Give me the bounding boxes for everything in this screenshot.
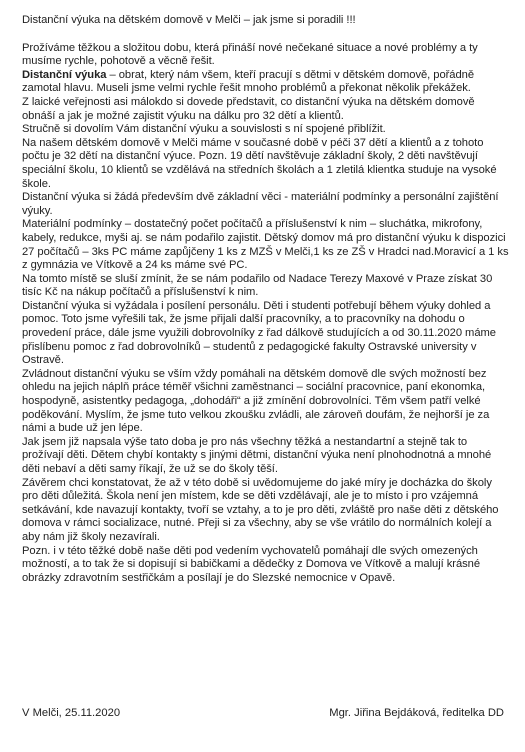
- place-date: V Melči, 25.11.2020: [22, 707, 121, 719]
- paragraph-foundation: Na tomto místě se sluší zmínit, že se nám podařilo od Nadace Terezy Maxové v Praze získat 30 tisíc Kč na nákup počítačů a příslušenství k nim.: [22, 272, 493, 299]
- paragraph-public: Z laické veřejnosti asi málokdo si dovede představit, co distanční výuka na dětském domově obnáší a jak je možné zajistit výuku na dálku pro 32 dětí a klientů.: [22, 95, 475, 122]
- document-title: Distanční výuka na dětském domově v Melči – jak jsme si poradili !!!: [22, 14, 356, 26]
- document-footer: [22, 707, 504, 719]
- signature: Mgr. Jiřina Bejdáková, ředitelka DD: [329, 707, 504, 719]
- paragraph-note: Pozn. i v této těžké době naše děti pod vedením vychovatelů pomáhají dle svých omezených možností, a to tak že si dopisují si babičkami a dědečky z Domova ve Vítkově a malují krásné obrázky zdravotním sestřičkám a posílají je do Slezské nemocnice v Opavě.: [22, 544, 481, 584]
- paragraph-lead-rest: – obrat, který nám všem, kteří pracují s dětmi v dětském domově, pořádně zamotal hlavu. Museli jsme velmi rychle řešit mnoho problémů a překonat několik překážek.: [22, 68, 474, 95]
- paragraph-difficult-time: Jak jsem již napsala výše tato doba je pro nás všechny těžká a nestandartní a stejně tak to prožívají děti. Dětem chybí kontakty s jinými dětmi, distanční výuka není plnohodnotná a mnohé děti nebaví a děti samy říkají, že už se do školy těší.: [22, 435, 492, 475]
- paragraph-material: Materiální podmínky – dostatečný počet počítačů a příslušenství k nim – sluchátka, mikrofony, kabely, redukce, myši aj. se nám podařilo zajistit. Dětský domov má pro distanční výuku k dispozici 27 počítačů – 3ks PC máme zapůjčeny 1 ks z MZŠ v Melči,1 ks ze ZŠ v Hradci nad.Moravicí a 1 ks z gymnázia ve Vítkově a 24 ks máme své PC.: [22, 218, 509, 272]
- paragraph-lead-bold: Distanční výuka: [22, 68, 107, 81]
- paragraph-brief: Stručně si dovolím Vám distanční výuku a souvislosti s ní spojené přiblížit.: [22, 123, 386, 136]
- document-body: [22, 14, 510, 585]
- paragraph-conclusion: Závěrem chci konstatovat, že až v této době si uvědomujeme do jaké míry je docházka do školy pro děti důležitá. Škola není jen místem, kde se děti vzdělávají, ale je to místo i pro vzájemná setkávání, kde navazují kontakty, tvoří se vztahy, a to je pro děti, zvláště pro naše děti z dětského domova v rámci socializace, nutné. Přeji si za všechny, aby se vše vrátilo do normálních kolejí a aby nám již školy nezavírali.: [22, 476, 499, 543]
- paragraph-intro: Prožíváme těžkou a složitou dobu, která přináší nové nečekané situace a nové problémy a ty musíme rychle, pohotově a věcně řešit.: [22, 41, 478, 68]
- paragraph-children-count: Na našem dětském domově v Melči máme v současné době v péči 37 dětí a klientů a z tohoto počtu je 32 dětí na distanční výuce. Pozn. 19 dětí navštěvuje základní školy, 2 děti navštěvují speciální školu, 10 klientů se vzdělává na středních školách a 1 zletilá klientka studuje na vysoké škole.: [22, 136, 497, 190]
- paragraph-distance-learning: [22, 69, 510, 96]
- paragraph-thanks: Zvládnout distanční výuku se vším vždy pomáhali na dětském domově dle svých možností bez ohledu na jejich náplň práce téměř všichni zaměstnanci – sociální pracovnice, paní ekonomka, hospodyně, asistentky pedagoga, „dohodáři“ a již zmínění dobrovolníci. Těm všem patří velké poděkování. Myslím, že jsme tuto velkou zkoušku zvládli, ale zároveň doufám, že nejhorší je za námi a bude už jen lépe.: [22, 367, 490, 435]
- paragraph-staff: Distanční výuka si vyžádala i posílení personálu. Děti i studenti potřebují během výuky dohled a pomoc. Toto jsme vyřešili tak, že jsme přijali další pracovníky, a to pracovníky na dohodu o provedení práce, dále jsme využili dobrovolníky z řad dálkově studujících a od 30.11.2020 máme přislíbenu pomoc z řad dobrovolníků – studentů z pedagogické fakulty Ostravské university v Ostravě.: [22, 299, 496, 367]
- paragraph-requirements: Distanční výuka si žádá především dvě základní věci - materiální podmínky a personální zajištění výuky.: [22, 191, 499, 217]
